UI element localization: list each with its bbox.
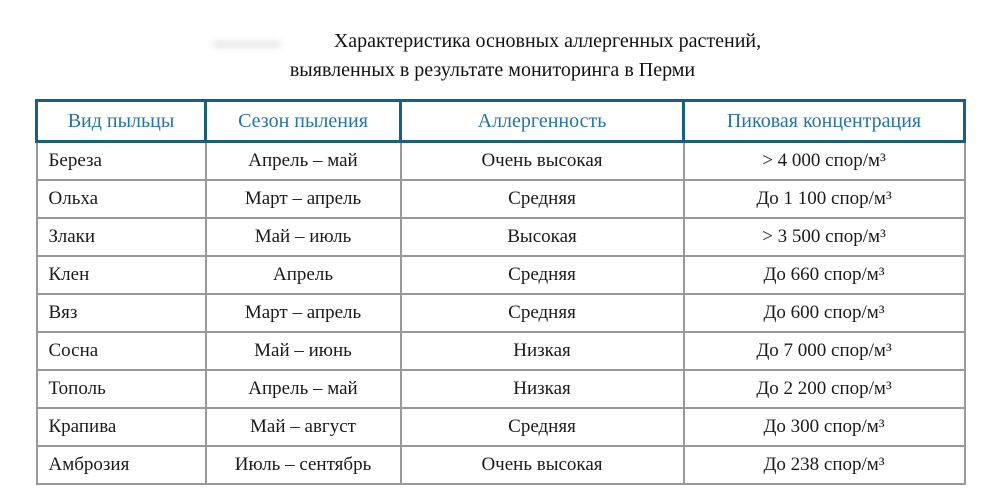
- table-row: [37, 218, 965, 256]
- cell-allergenicity: Средняя: [401, 294, 684, 332]
- cell-season: Март – апрель: [206, 294, 401, 332]
- column-header-allergenicity: Аллергенность: [401, 101, 684, 142]
- cell-plant: Амброзия: [37, 446, 206, 484]
- document-title: [0, 27, 1000, 85]
- cell-concentration: До 238 спор/м³: [684, 446, 965, 484]
- allergen-table: [35, 99, 966, 485]
- table-row: [37, 256, 965, 294]
- cell-concentration: До 2 200 спор/м³: [684, 370, 965, 408]
- column-header-peak-concentration: Пиковая концентрация: [684, 101, 965, 142]
- cell-season: Март – апрель: [206, 180, 401, 218]
- cell-concentration: > 4 000 спор/м³: [684, 142, 965, 180]
- cell-plant: Сосна: [37, 332, 206, 370]
- cell-concentration: До 7 000 спор/м³: [684, 332, 965, 370]
- title-line-2: выявленных в результате мониторинга в Перми: [289, 59, 696, 81]
- cell-plant: Вяз: [37, 294, 206, 332]
- title-line-1: Характеристика основных аллергенных растений,: [333, 30, 762, 52]
- cell-concentration: До 660 спор/м³: [684, 256, 965, 294]
- table-row: [37, 332, 965, 370]
- cell-concentration: До 1 100 спор/м³: [684, 180, 965, 218]
- cell-season: Май – июнь: [206, 332, 401, 370]
- column-header-season: Сезон пыления: [206, 101, 401, 142]
- cell-plant: Тополь: [37, 370, 206, 408]
- cell-allergenicity: Средняя: [401, 180, 684, 218]
- cell-allergenicity: Средняя: [401, 408, 684, 446]
- cell-season: Апрель – май: [206, 370, 401, 408]
- cell-allergenicity: Низкая: [401, 370, 684, 408]
- cell-season: Апрель: [206, 256, 401, 294]
- table-header-row: [37, 101, 965, 142]
- cell-concentration: До 600 спор/м³: [684, 294, 965, 332]
- cell-plant: Клен: [37, 256, 206, 294]
- cell-allergenicity: Высокая: [401, 218, 684, 256]
- cell-allergenicity: Очень высокая: [401, 142, 684, 180]
- table-row: [37, 142, 965, 180]
- cell-plant: Ольха: [37, 180, 206, 218]
- table-row: [37, 370, 965, 408]
- table-row: [37, 180, 965, 218]
- cell-allergenicity: Очень высокая: [401, 446, 684, 484]
- cell-allergenicity: Низкая: [401, 332, 684, 370]
- cell-plant: Злаки: [37, 218, 206, 256]
- table-row: [37, 446, 965, 484]
- cell-plant: Береза: [37, 142, 206, 180]
- cell-season: Май – август: [206, 408, 401, 446]
- cell-season: Июль – сентябрь: [206, 446, 401, 484]
- cell-season: Май – июль: [206, 218, 401, 256]
- cell-concentration: До 300 спор/м³: [684, 408, 965, 446]
- cell-season: Апрель – май: [206, 142, 401, 180]
- cell-plant: Крапива: [37, 408, 206, 446]
- cell-allergenicity: Средняя: [401, 256, 684, 294]
- column-header-pollen-type: Вид пыльцы: [37, 101, 206, 142]
- cell-concentration: > 3 500 спор/м³: [684, 218, 965, 256]
- table-row: [37, 294, 965, 332]
- table-row: [37, 408, 965, 446]
